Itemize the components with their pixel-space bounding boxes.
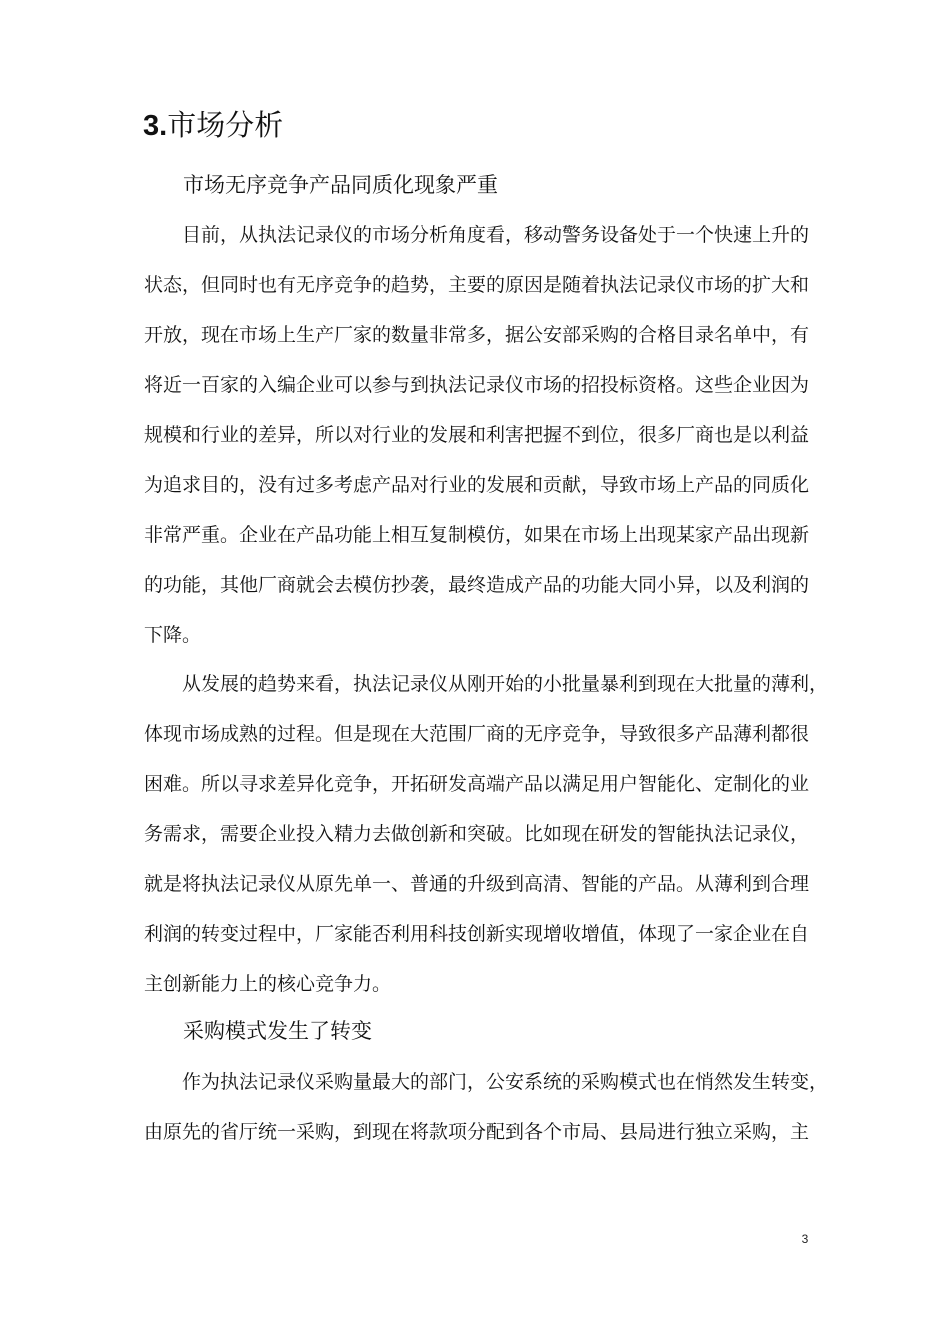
text-line: 规模和行业的差异，所以对行业的发展和利害把握不到位，很多厂商也是以利益	[144, 424, 810, 446]
text-line: 将近一百家的入编企业可以参与到执法记录仪市场的招投标资格。这些企业因为	[144, 374, 810, 396]
text-line: 由原先的省厅统一采购，到现在将款项分配到各个市局、县局进行独立采购，主	[144, 1121, 810, 1143]
section-title: 市场分析	[167, 110, 284, 142]
text-line: 非常严重。企业在产品功能上相互复制模仿，如果在市场上出现某家产品出现新	[144, 524, 810, 546]
text-line: 从发展的趋势来看，执法记录仪从刚开始的小批量暴利到现在大批量的薄利，	[182, 673, 829, 695]
paragraph-development-trend	[144, 659, 829, 1009]
text-line: 为追求目的，没有过多考虑产品对行业的发展和贡献，导致市场上产品的同质化	[144, 474, 810, 496]
text-line: 下降。	[144, 624, 202, 646]
text-line: 目前，从执法记录仪的市场分析角度看，移动警务设备处于一个快速上升的	[182, 224, 810, 246]
text-line: 就是将执法记录仪从原先单一、普通的升级到高清、智能的产品。从薄利到合理	[144, 873, 810, 895]
section-heading	[143, 104, 283, 148]
text-line: 状态，但同时也有无序竞争的趋势，主要的原因是随着执法记录仪市场的扩大和	[144, 274, 810, 296]
subheading-procurement-mode: 采购模式发生了转变	[183, 1019, 372, 1043]
text-line: 主创新能力上的核心竞争力。	[144, 973, 392, 995]
page-number: 3	[801, 1232, 809, 1246]
section-number: 3.	[143, 110, 168, 142]
paragraph-market-status	[144, 210, 810, 660]
text-line: 作为执法记录仪采购量最大的部门，公安系统的采购模式也在悄然发生转变，	[182, 1071, 829, 1093]
text-line: 开放，现在市场上生产厂家的数量非常多，据公安部采购的合格目录名单中，有	[144, 324, 810, 346]
paragraph-procurement	[144, 1057, 829, 1157]
text-line: 的功能，其他厂商就会去模仿抄袭，最终造成产品的功能大同小异，以及利润的	[144, 574, 810, 596]
text-line: 体现市场成熟的过程。但是现在大范围厂商的无序竞争，导致很多产品薄利都很	[144, 723, 810, 745]
text-line: 务需求，需要企业投入精力去做创新和突破。比如现在研发的智能执法记录仪，	[144, 823, 810, 845]
text-line: 困难。所以寻求差异化竞争，开拓研发高端产品以满足用户智能化、定制化的业	[144, 773, 810, 795]
subheading-market-competition: 市场无序竞争产品同质化现象严重	[183, 173, 498, 197]
text-line: 利润的转变过程中，厂家能否利用科技创新实现增收增值，体现了一家企业在自	[144, 923, 810, 945]
